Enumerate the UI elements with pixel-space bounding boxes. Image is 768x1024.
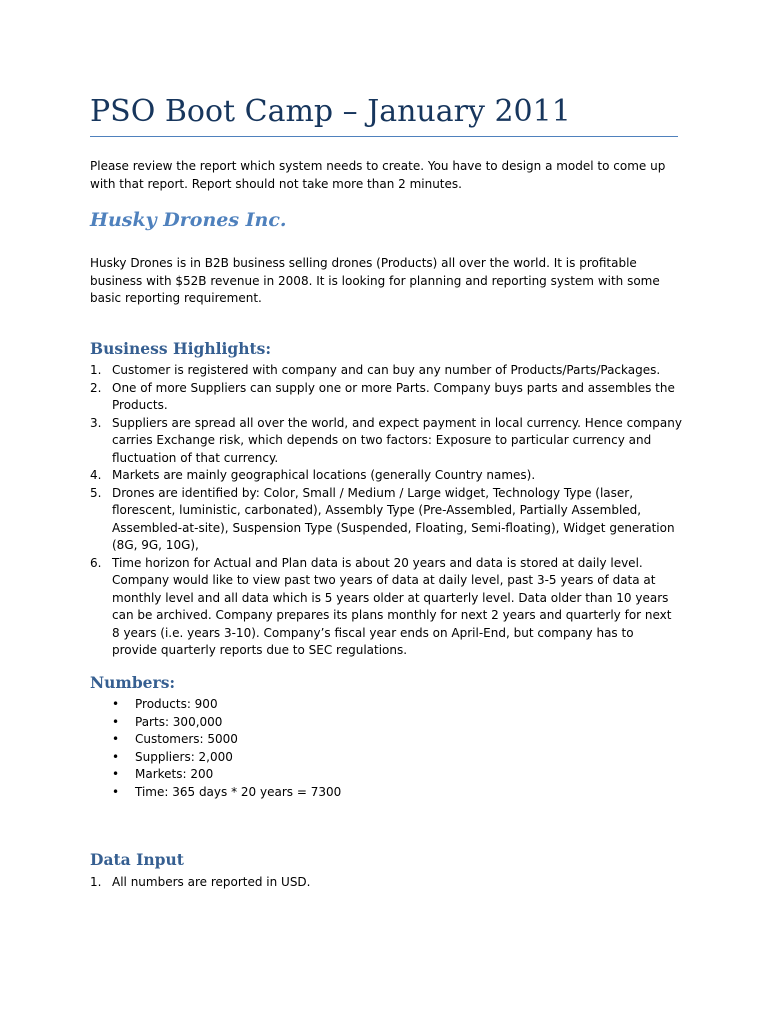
list-item: • Parts: 300,000 — [90, 714, 590, 732]
list-item: 1. All numbers are reported in USD. — [90, 875, 311, 889]
bullet-icon: • — [112, 767, 120, 781]
list-item: 5. Drones are identified by: Color, Small / Medium / Large widget, Technology Type (laser, florescent, luministic, carbonated), Assembly Type (Pre-Assembled, Partially Assembled, Assembled-at-site), Suspension Type (Suspended, Floating, Semi-floating), Widget generation (8G, 9G, 10G), — [90, 485, 675, 552]
list-item: 4. Markets are mainly geographical locations (generally Country names). — [90, 468, 536, 482]
list-item: 1. Customer is registered with company and can buy any number of Products/Parts/Packages. — [90, 363, 661, 377]
company-heading: Husky Drones Inc. — [90, 209, 287, 231]
bullet-icon: • — [112, 749, 120, 764]
data-input-list — [90, 874, 682, 892]
list-item: • Products: 900 — [90, 696, 590, 714]
numbers-heading: Numbers: — [90, 673, 176, 692]
business-highlights-heading: Business Highlights: — [90, 339, 272, 358]
list-item: • Suppliers: 2,000 — [90, 749, 590, 767]
bullet-icon: • — [112, 732, 120, 746]
list-item: • Customers: 5000 — [90, 731, 590, 749]
bullet-icon: • — [112, 697, 120, 711]
business-highlights-list — [90, 362, 682, 660]
list-item: 2. One of more Suppliers can supply one or more Parts. Company buys parts and assembles the Products. — [90, 380, 675, 412]
list-item: • Markets: 200 — [90, 766, 590, 784]
data-input-heading: Data Input — [90, 850, 184, 869]
numbers-list — [90, 696, 590, 801]
bullet-icon: • — [112, 784, 120, 799]
document-title: PSO Boot Camp – January 2011 — [90, 92, 678, 137]
list-item: • Time: 365 days * 20 years = 7300 — [90, 784, 590, 802]
list-item: 6. Time horizon for Actual and Plan data is about 20 years and data is stored at daily level. Company would like to view past two years of data at daily level, past 3-5 years of data at monthly level and all data which is 5 years older at quarterly level. Data older than 10 years can be archived. Company prepares its plans monthly for next 2 years and quarterly for next 8 years (i.e. years 3-10). Company’s fiscal year ends on April-End, but company has to provide quarterly reports due to SEC regulations. — [90, 555, 672, 657]
intro-paragraph: Please review the report which system needs to create. You have to design a model to come up with that report. Report should not take more than 2 minutes. — [90, 159, 666, 191]
company-description: Husky Drones is in B2B business selling drones (Products) all over the world. It is profitable business with $52B revenue in 2008. It is looking for planning and reporting system with some basic reporting requirement. — [90, 256, 660, 305]
list-item: 3. Suppliers are spread all over the world, and expect payment in local currency. Hence company carries Exchange risk, which depends on two factors: Exposure to particular currency and fluctuation of that currency. — [90, 415, 682, 465]
bullet-icon: • — [112, 714, 120, 729]
